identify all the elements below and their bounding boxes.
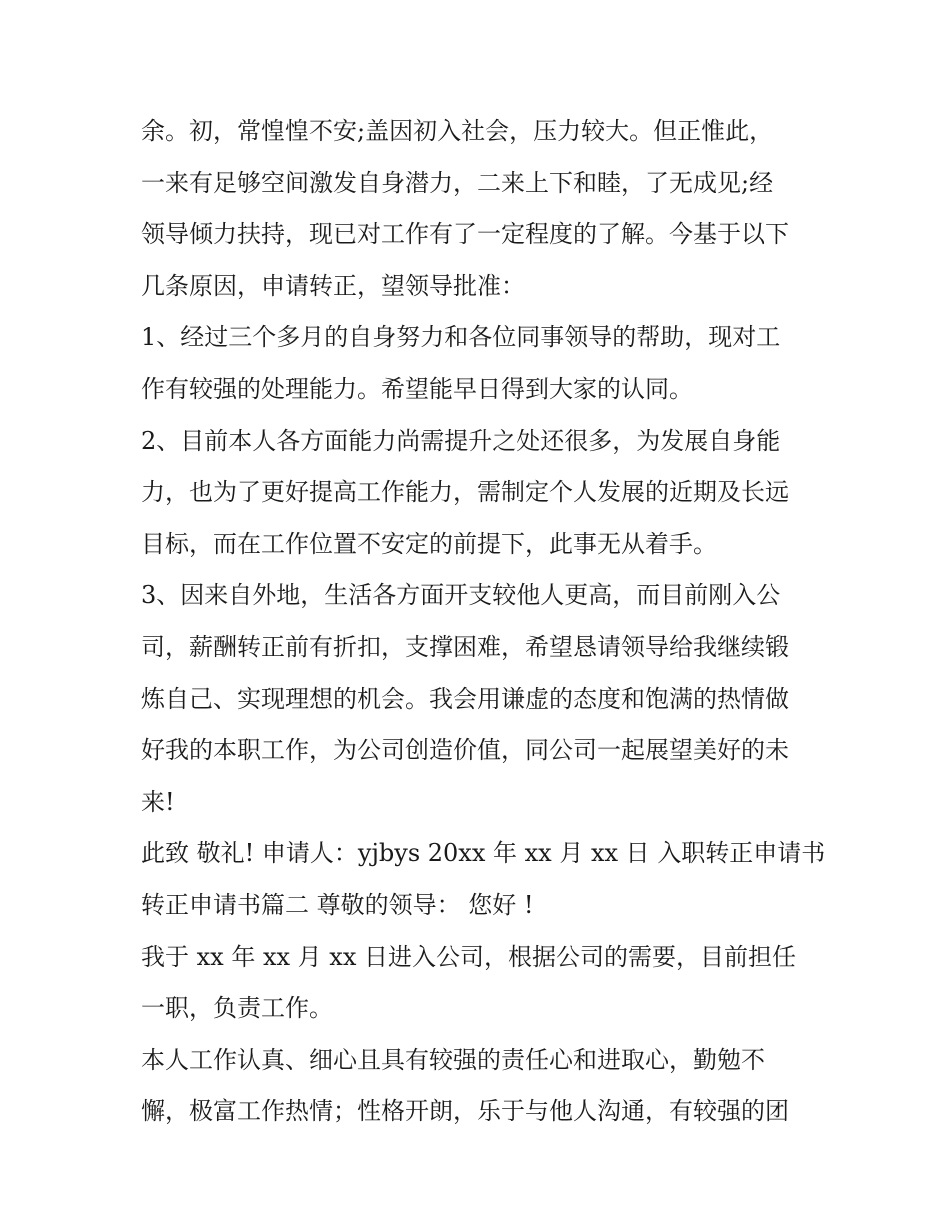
text-line: 1、经过三个多月的自身努力和各位同事领导的帮助，现对工 xyxy=(141,323,781,352)
text-line: 懈，极富工作热情；性格开朗，乐于与他人沟通，有较强的团 xyxy=(141,1097,789,1126)
text-line: 转正申请书篇二 尊敬的领导： 您好 ! xyxy=(141,890,534,919)
text-line: 好我的本职工作，为公司创造价值，同公司一起展望美好的未 xyxy=(141,736,789,765)
text-line: 一职，负责工作。 xyxy=(141,994,333,1023)
text-line: 司，薪酬转正前有折扣，支撑困难，希望恳请领导给我继续锻 xyxy=(141,632,789,661)
text-line: 本人工作认真、细心且具有较强的责任心和进取心，勤勉不 xyxy=(141,1045,765,1074)
text-line: 来! xyxy=(141,787,175,816)
text-line: 3、因来自外地，生活各方面开支较他人更高，而目前刚入公 xyxy=(141,581,781,610)
text-line: 此致 敬礼! 申请人：yjbys 20xx 年 xx 月 xx 日 入职转正申请书 xyxy=(141,839,826,868)
text-line: 一来有足够空间激发自身潜力，二来上下和睦，了无成见;经 xyxy=(141,168,774,197)
text-line: 几条原因，申请转正，望领导批准： xyxy=(141,271,525,300)
text-line: 作有较强的处理能力。希望能早日得到大家的认同。 xyxy=(141,374,693,403)
text-line: 目标，而在工作位置不安定的前提下，此事无从着手。 xyxy=(141,529,717,558)
text-line: 余。初，常惶惶不安;盖因初入社会，压力较大。但正惟此， xyxy=(141,117,774,145)
text-line: 2、目前本人各方面能力尚需提升之处还很多，为发展自身能 xyxy=(141,426,781,455)
document-body xyxy=(141,106,826,1138)
text-line: 力，也为了更好提高工作能力，需制定个人发展的近期及长远 xyxy=(141,478,789,507)
text-line: 我于 xx 年 xx 月 xx 日进入公司，根据公司的需要，目前担任 xyxy=(141,942,796,971)
text-line: 领导倾力扶持，现已对工作有了一定程度的了解。今基于以下 xyxy=(141,220,789,249)
text-line: 炼自己、实现理想的机会。我会用谦虚的态度和饱满的热情做 xyxy=(141,684,789,713)
